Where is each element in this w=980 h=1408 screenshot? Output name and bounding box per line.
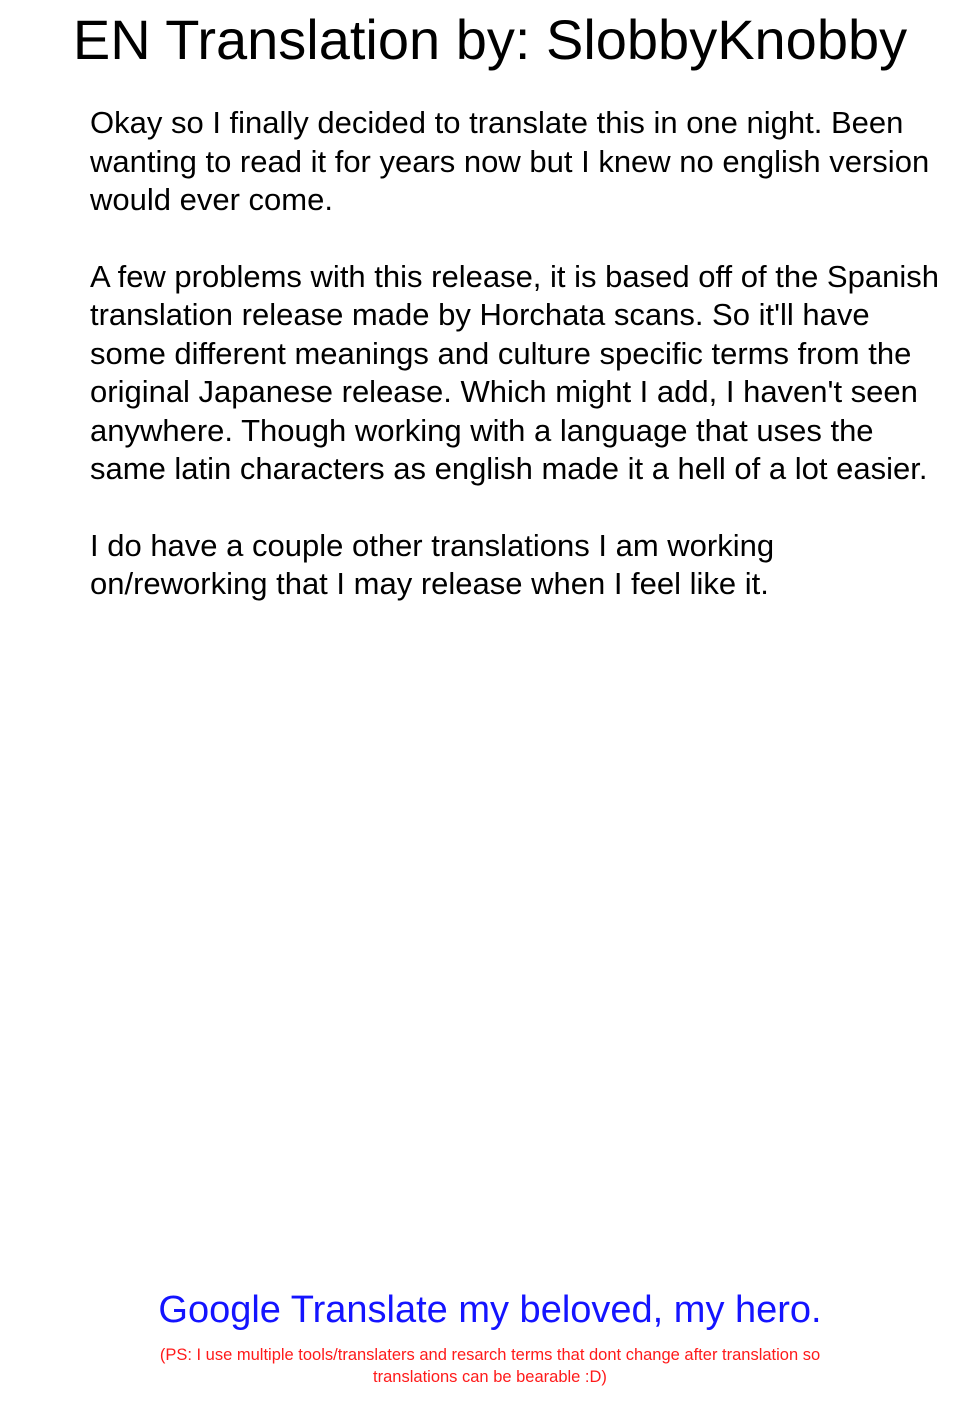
footer [0, 1288, 980, 1388]
paragraph-other-translations: I do have a couple other translations I am working on/reworking that I may release when I feel like it. [90, 527, 775, 601]
footer-postscript-line-2: translations can be bearable :D) [373, 1367, 607, 1386]
paragraph-intro: Okay so I finally decided to translate this in one night. Been wanting to read it for years now but I knew no english version would ever come. [90, 105, 930, 217]
footer-credit-line: Google Translate my beloved, my hero. [158, 1289, 822, 1331]
footer-postscript [0, 1344, 980, 1389]
footer-postscript-line-1: (PS: I use multiple tools/translaters and resarch terms that dont change after translation so [159, 1345, 821, 1364]
notes-body [90, 104, 950, 604]
page-title: EN Translation by: SlobbyKnobby [72, 8, 908, 71]
paragraph-problems: A few problems with this release, it is based off of the Spanish translation release made by Horchata scans. So it'll have some different meanings and culture specific terms from the original Japanese release. Which might I add, I haven't seen anywhere. Though working with a language that uses the same latin characters as english made it a hell of a lot easier. [90, 258, 939, 486]
